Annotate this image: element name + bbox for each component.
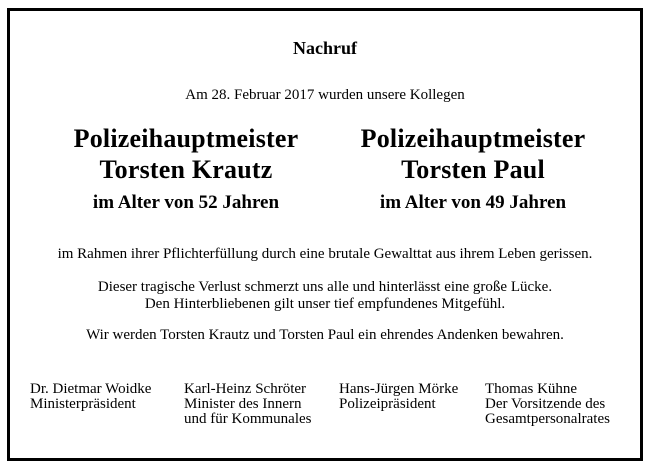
signatory	[485, 382, 610, 427]
officer-name: Torsten Paul	[401, 155, 545, 184]
officer-name: Torsten Krautz	[99, 155, 273, 184]
intro-line: Am 28. Februar 2017 wurden unsere Kollegen	[185, 87, 465, 103]
signatory-name: Hans-Jürgen Mörke	[339, 381, 459, 397]
signatory-title: Minister des Innern	[184, 396, 302, 412]
signatory	[30, 382, 151, 412]
signatory-title: Ministerpräsident	[30, 396, 136, 412]
condolence-line: Den Hinterbliebenen gilt unser tief empfundenes Mitgefühl.	[144, 296, 506, 312]
signatory	[339, 382, 458, 412]
officer-age: im Alter von 52 Jahren	[92, 192, 280, 213]
officer-rank: Polizeihauptmeister	[73, 124, 299, 153]
officer-rank: Polizeihauptmeister	[360, 124, 586, 153]
officer-age: im Alter von 49 Jahren	[379, 192, 567, 213]
officer-block	[328, 123, 618, 215]
signatory-title: Gesamtpersonalrates	[485, 411, 610, 427]
condolence-line: Dieser tragische Verlust schmerzt uns alle und hinterlässt eine große Lücke.	[97, 279, 553, 295]
signatory-name: Thomas Kühne	[485, 381, 578, 397]
signatory-name: Karl-Heinz Schröter	[184, 381, 307, 397]
signatory-title: Der Vorsitzende des	[485, 396, 606, 412]
signatory-title: Polizeipräsident	[339, 396, 436, 412]
obituary-notice	[7, 8, 643, 461]
signatory-title: und für Kommunales	[184, 411, 312, 427]
circumstance-paragraph: im Rahmen ihrer Pflichterfüllung durch eine brutale Gewalttat aus ihrem Leben gerissen.	[57, 246, 593, 262]
signatory-name: Dr. Dietmar Woidke	[30, 381, 152, 397]
signatory	[184, 382, 311, 427]
officer-block	[41, 123, 331, 215]
condolence-paragraph	[10, 279, 640, 313]
notice-title: Nachruf	[293, 38, 357, 58]
remembrance-paragraph: Wir werden Torsten Krautz und Torsten Paul ein ehrendes Andenken bewahren.	[86, 327, 564, 343]
